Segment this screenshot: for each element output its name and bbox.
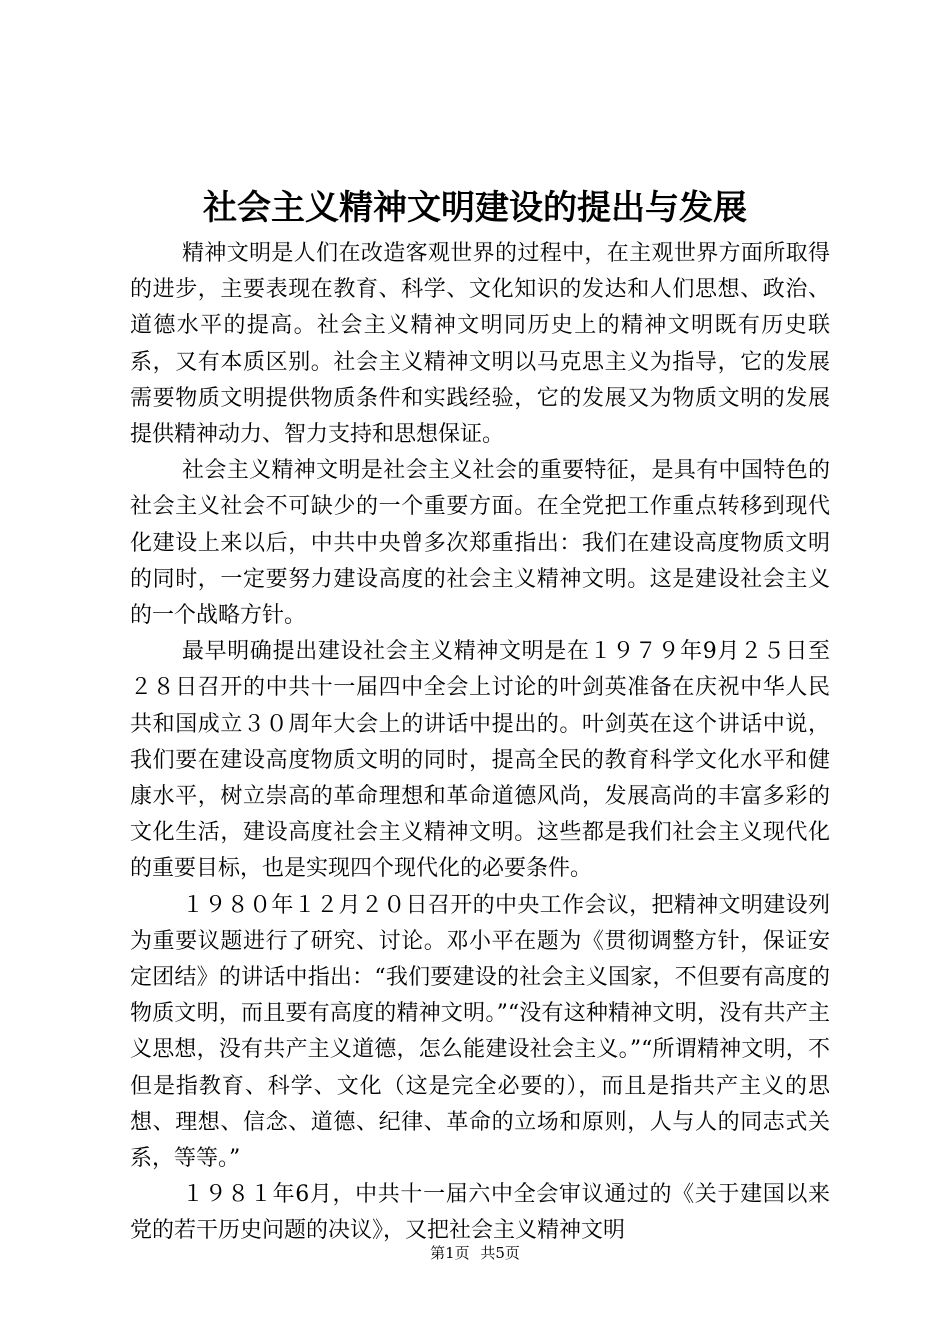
- paragraph-1: 精神文明是人们在改造客观世界的过程中，在主观世界方面所取得的进步，主要表现在教育、科学、文化知识的发达和人们思想、政治、道德水平的提高。社会主义精神文明同历史上的精神文明既有历史联系，又有本质区别。社会主义精神文明以马克思主义为指导，它的发展需要物质文明提供物质条件和实践经验，它的发展又为物质文明的发展提供精神动力、智力支持和思想保证。: [130, 241, 830, 448]
- paragraph-2: 社会主义精神文明是社会主义社会的重要特征，是具有中国特色的社会主义社会不可缺少的一个重要方面。在全党把工作重点转移到现代化建设上来以后，中共中央曾多次郑重指出：我们在建设高度物质文明的同时，一定要努力建设高度的社会主义精神文明。这是建设社会主义的一个战略方针。: [130, 458, 830, 629]
- paragraph-4: １９８０年１２月２０日召开的中央工作会议，把精神文明建设列为重要议题进行了研究、讨论。邓小平在题为《贯彻调整方针，保证安定团结》的讲话中指出：“我们要建设的社会主义国家，不但要有高度的物质文明，而且要有高度的精神文明。”“没有这种精神文明，没有共产主义思想，没有共产主义道德，怎么能建设社会主义。”“所谓精神文明，不但是指教育、科学、文化（这是完全必要的），而且是指共产主义的思想、理想、信念、道德、纪律、革命的立场和原则，人与人的同志式关系，等等。”: [130, 892, 830, 1172]
- page-number: 第1页: [430, 1244, 470, 1262]
- page-footer: [0, 1243, 950, 1263]
- document-body: [130, 236, 830, 1250]
- paragraph-3: 最早明确提出建设社会主义精神文明是在１９７９年9月２５日至２８日召开的中共十一届四中全会上讨论的叶剑英准备在庆祝中华人民共和国成立３０周年大会上的讲话中提出的。叶剑英在这个讲话中说，我们要在建设高度物质文明的同时，提高全民的教育科学文化水平和健康水平，树立崇高的革命理想和革命道德风尚，发展高尚的丰富多彩的文化生活，建设高度社会主义精神文明。这些都是我们社会主义现代化的重要目标，也是实现四个现代化的必要条件。: [130, 639, 830, 882]
- paragraph-5: １９８１年6月，中共十一届六中全会审议通过的《关于建国以来党的若干历史问题的决议》，又把社会主义精神文明: [130, 1182, 830, 1244]
- page-total: 共5页: [480, 1244, 520, 1262]
- document-title: 社会主义精神文明建设的提出与发展: [203, 188, 747, 228]
